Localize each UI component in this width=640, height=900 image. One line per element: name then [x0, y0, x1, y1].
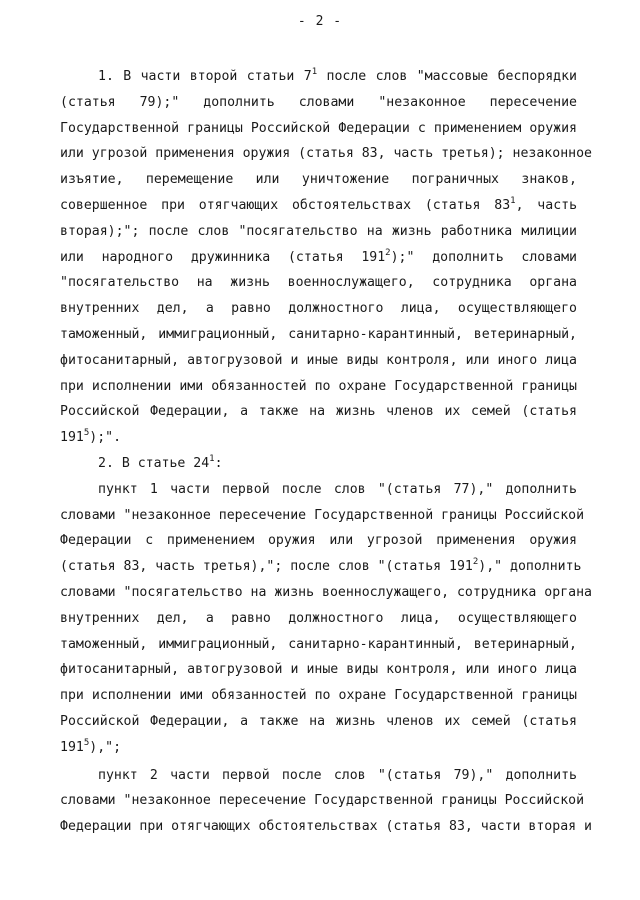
- text-segment: :: [214, 455, 223, 471]
- superscript: 1: [311, 67, 318, 77]
- text-segment: пункт 1 части первой после слов "(статья 77)," дополнить: [98, 481, 577, 497]
- text-segment: "посягательство на жизнь военнослужащего, сотрудника органа: [60, 275, 577, 291]
- text-segment: изъятие, перемещение или уничтожение пограничных знаков,: [60, 172, 577, 188]
- text-line: [60, 632, 577, 658]
- text-segment: словами "посягательство на жизнь военнослужащего, сотрудника органа: [60, 584, 592, 600]
- text-line: [60, 399, 577, 425]
- text-line: [60, 580, 592, 606]
- text-segment: Российской Федерации, а также на жизнь членов их семей (статья: [60, 404, 577, 420]
- text-segment: таможенный, иммиграционный, санитарно-карантинный, ветеринарный,: [60, 326, 577, 342]
- text-segment: Федерации с применением оружия или угрозой применения оружия: [60, 533, 577, 549]
- superscript: 1: [510, 195, 516, 206]
- text-line: [60, 814, 592, 840]
- text-segment: );" дополнить словами: [390, 249, 577, 265]
- text-line: [60, 219, 577, 245]
- text-segment: (статья 83, часть третья),"; после слов "(статья 191: [60, 559, 473, 575]
- superscript: 1: [209, 453, 215, 464]
- superscript: 5: [83, 428, 90, 439]
- page-number: - 2 -: [297, 14, 343, 29]
- text-line: [60, 116, 577, 142]
- text-segment: фитосанитарный, автогрузовой и иные виды контроля, или иного лица: [60, 352, 577, 368]
- text-segment: внутренних дел, а равно должностного лица, осуществляющего: [60, 610, 577, 626]
- text-segment: 191: [60, 430, 84, 446]
- text-segment: вторая);"; после слов "посягательство на жизнь работника милиции: [60, 223, 577, 239]
- text-segment: Федерации при отягчающих обстоятельствах (статья 83, части вторая и: [60, 819, 592, 835]
- text-segment: (статья 79);" дополнить словами "незаконное пересечение: [60, 94, 577, 110]
- text-line: [60, 554, 582, 580]
- text-segment: Российской Федерации, а также на жизнь членов их семей (статья: [60, 713, 577, 729]
- text-line: [60, 503, 585, 529]
- text-segment: словами "незаконное пересечение Государственной границы Российской: [60, 793, 585, 809]
- text-line: [60, 763, 577, 789]
- text-line: [60, 374, 577, 400]
- text-segment: 1. В части второй статьи 7: [98, 69, 312, 84]
- text-segment: внутренних дел, а равно должностного лица, осуществляющего: [60, 301, 577, 317]
- text-segment: или угрозой применения оружия (статья 83, часть третья); незаконное: [60, 146, 592, 162]
- text-line: [60, 528, 577, 554]
- text-segment: совершенное при отягчающих обстоятельствах (статья 83: [60, 197, 511, 213]
- text-segment: , часть: [515, 197, 578, 213]
- text-line: [60, 451, 577, 477]
- text-segment: 2. В статье 24: [98, 455, 210, 471]
- text-segment: словами "незаконное пересечение Государственной границы Российской: [60, 507, 585, 523]
- superscript: 5: [83, 737, 90, 748]
- superscript: 2: [472, 557, 479, 568]
- text-line: [60, 141, 592, 167]
- text-line: [60, 606, 577, 632]
- text-segment: при исполнении ими обязанностей по охране Государственной границы: [60, 378, 577, 394]
- text-line: [60, 683, 577, 709]
- text-line: [60, 167, 577, 193]
- text-segment: при исполнении ими обязанностей по охране Государственной границы: [60, 688, 577, 704]
- text-segment: пункт 2 части первой после слов "(статья 79)," дополнить: [98, 767, 577, 783]
- text-line: [60, 322, 577, 348]
- document-body: [60, 64, 592, 840]
- text-line: [60, 64, 577, 90]
- text-segment: после слов "массовые беспорядки: [317, 69, 577, 84]
- text-line: [60, 270, 577, 296]
- text-line: [60, 348, 577, 374]
- text-segment: Государственной границы Российской Федерации с применением оружия: [60, 120, 577, 136]
- text-line: [60, 193, 577, 219]
- text-segment: 191: [60, 739, 84, 755]
- text-segment: )," дополнить: [478, 559, 582, 575]
- text-segment: ),";: [89, 739, 122, 755]
- text-line: [60, 788, 585, 814]
- text-line: [60, 245, 577, 271]
- text-segment: или народного дружинника (статья 191: [60, 249, 386, 265]
- text-line: [60, 296, 577, 322]
- text-line: [60, 709, 577, 735]
- superscript: 2: [385, 247, 391, 258]
- text-segment: таможенный, иммиграционный, санитарно-карантинный, ветеринарный,: [60, 636, 577, 652]
- text-line: [60, 657, 577, 683]
- text-line: [60, 90, 577, 116]
- text-segment: фитосанитарный, автогрузовой и иные виды контроля, или иного лица: [60, 662, 577, 678]
- text-line: [60, 735, 577, 761]
- text-segment: );".: [89, 430, 122, 446]
- text-line: [60, 477, 577, 503]
- text-line: [60, 425, 577, 451]
